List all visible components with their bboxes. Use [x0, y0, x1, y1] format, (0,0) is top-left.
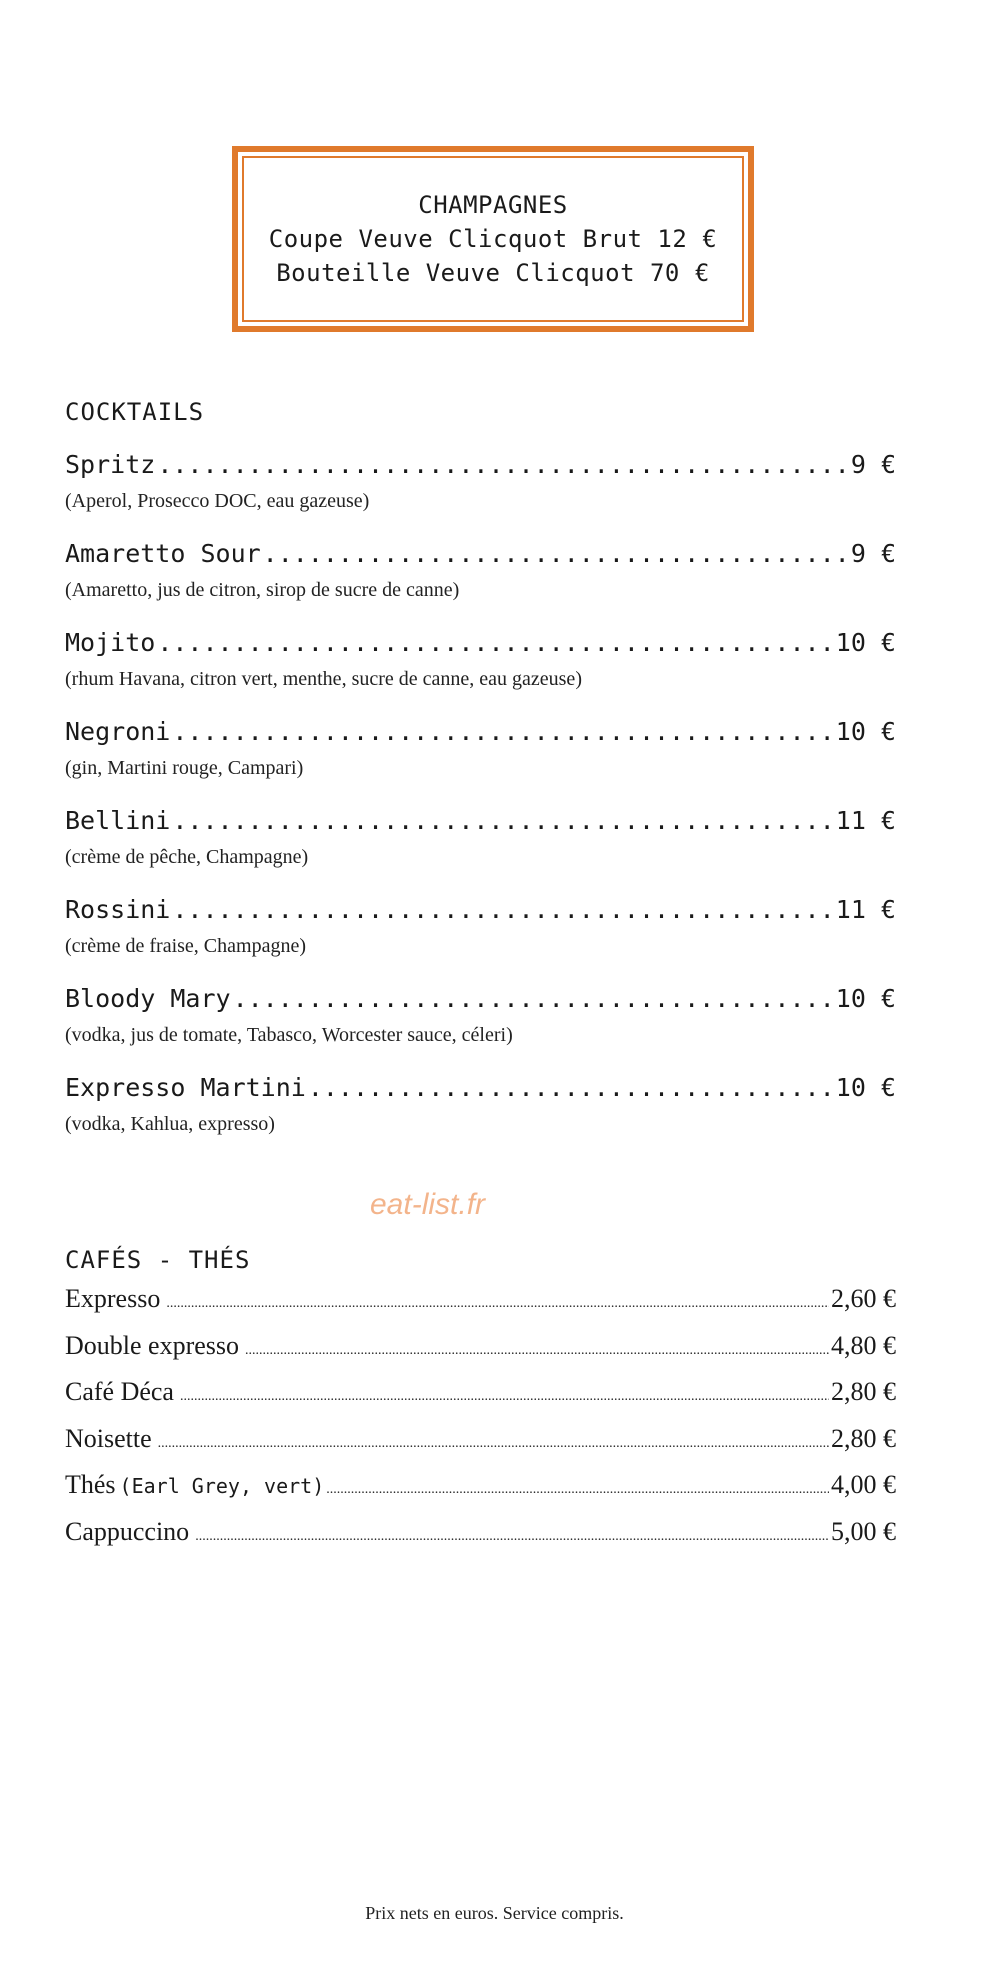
cafe-price: 2,60 €	[831, 1284, 896, 1313]
cafe-name: Noisette	[65, 1423, 152, 1453]
champagnes-title: CHAMPAGNES	[418, 191, 568, 219]
cafe-name: Thés	[65, 1470, 116, 1499]
cocktail-description: (vodka, jus de tomate, Tabasco, Worcester sauce, céleri)	[65, 1024, 513, 1046]
leader-dots	[233, 984, 834, 1013]
cocktail-name: Bloody Mary	[65, 984, 231, 1013]
cafes-list	[65, 1284, 896, 1563]
cocktail-price: 9 €	[850, 450, 896, 479]
cocktail-description: (vodka, Kahlua, expresso)	[65, 1113, 275, 1135]
cafe-note: (Earl Grey, vert)	[119, 1474, 325, 1498]
cocktail-name: Mojito	[65, 628, 156, 657]
cocktail-name: Amaretto Sour	[65, 539, 261, 568]
champagnes-box	[232, 146, 754, 332]
cafe-name: Café Déca	[65, 1377, 174, 1406]
cafe-name: Expresso	[65, 1284, 161, 1313]
cocktail-description: (Amaretto, jus de citron, sirop de sucre de canne)	[65, 579, 460, 601]
cocktail-description: (Aperol, Prosecco DOC, eau gazeuse)	[65, 490, 370, 512]
cocktail-name: Spritz	[65, 450, 156, 479]
cocktail-description: (crème de fraise, Champagne)	[65, 935, 306, 957]
leader-dots	[166, 1296, 829, 1312]
cafe-price: 4,80 €	[831, 1330, 896, 1360]
cafe-price: 2,80 €	[831, 1423, 896, 1453]
leader-dots	[158, 1436, 829, 1452]
cocktail-price: 10 €	[835, 1073, 896, 1102]
champagnes-inner	[242, 156, 744, 322]
cafe-item	[65, 1331, 896, 1378]
cocktail-name: Expresso Martini	[65, 1073, 306, 1102]
cafe-item	[65, 1424, 896, 1471]
cocktail-item	[65, 1073, 896, 1162]
cafe-item	[65, 1517, 896, 1564]
cocktail-price: 11 €	[835, 806, 896, 835]
leader-dots	[326, 1482, 829, 1498]
champagnes-line-coupe: Coupe Veuve Clicquot Brut 12 €	[268, 225, 718, 253]
leader-dots	[172, 717, 833, 746]
cafe-item	[65, 1377, 896, 1424]
cafe-item	[65, 1470, 896, 1517]
cocktail-item	[65, 895, 896, 984]
cocktails-list	[65, 450, 896, 1162]
watermark: eat-list.fr	[370, 1188, 486, 1221]
leader-dots	[180, 1389, 829, 1405]
champagnes-line-bouteille: Bouteille Veuve Clicquot 70 €	[276, 259, 710, 287]
cocktail-description: (rhum Havana, citron vert, menthe, sucre de canne, eau gazeuse)	[65, 668, 582, 690]
cafe-price: 2,80 €	[831, 1377, 896, 1406]
cafes-title: CAFÉS - THÉS	[65, 1246, 251, 1274]
leader-dots	[308, 1073, 834, 1102]
cocktail-price: 10 €	[835, 628, 896, 657]
leader-dots	[263, 539, 849, 568]
footer-note: Prix nets en euros. Service compris.	[365, 1903, 624, 1923]
cocktail-item	[65, 628, 896, 717]
cocktail-item	[65, 450, 896, 539]
cocktail-price: 10 €	[835, 717, 896, 746]
leader-dots	[157, 628, 833, 657]
cocktail-item	[65, 539, 896, 628]
cocktail-item	[65, 984, 896, 1073]
leader-dots	[195, 1529, 829, 1545]
cafe-item	[65, 1284, 896, 1331]
cafe-name: Double expresso	[65, 1330, 240, 1360]
cocktail-item	[65, 806, 896, 895]
cocktail-price: 9 €	[850, 539, 896, 568]
cocktail-name: Bellini	[65, 806, 171, 835]
leader-dots	[245, 1343, 829, 1359]
cocktail-description: (gin, Martini rouge, Campari)	[65, 757, 304, 779]
cafe-price: 5,00 €	[831, 1516, 896, 1546]
cafe-price: 4,00 €	[831, 1470, 896, 1499]
cocktail-name: Negroni	[65, 717, 171, 746]
leader-dots	[172, 895, 833, 924]
cocktail-price: 11 €	[835, 895, 896, 924]
cocktail-name: Rossini	[65, 895, 171, 924]
cocktails-title: COCKTAILS	[65, 398, 205, 426]
cocktail-description: (crème de pêche, Champagne)	[65, 846, 309, 868]
leader-dots	[172, 806, 833, 835]
leader-dots	[157, 450, 849, 479]
cocktail-price: 10 €	[835, 984, 896, 1013]
cocktail-item	[65, 717, 896, 806]
cafe-name: Cappuccino	[65, 1516, 190, 1546]
